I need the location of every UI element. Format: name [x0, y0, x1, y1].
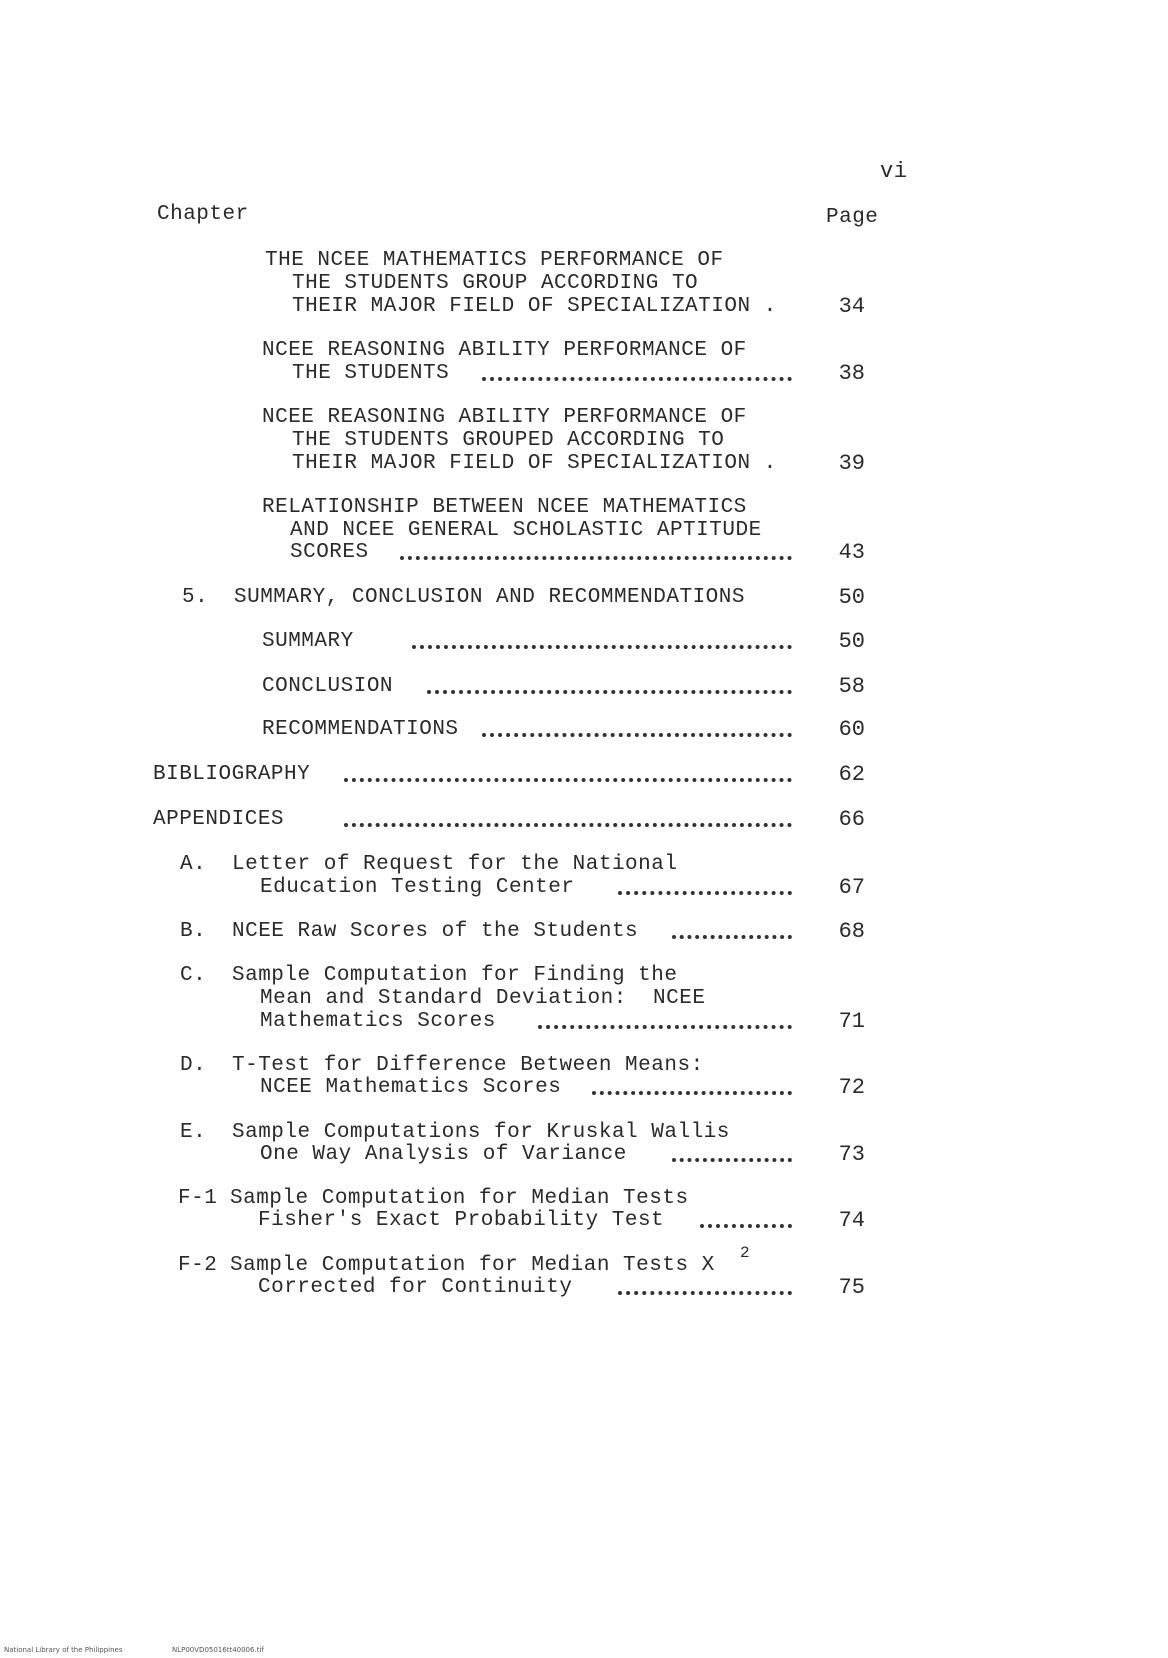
entry-letter: F-1 [178, 1187, 218, 1210]
entry-line: NCEE Raw Scores of the Students [232, 920, 639, 943]
entry-line: Sample Computations for Kruskal Wallis [232, 1121, 730, 1144]
entry-letter: F-2 [178, 1254, 218, 1277]
entry-line: THE STUDENTS GROUP ACCORDING TO [292, 272, 699, 295]
page-number: vi [880, 159, 908, 184]
leader-dots [482, 723, 792, 737]
entry-line: Sample Computation for Median Tests [230, 1187, 689, 1210]
leader-dots [592, 1081, 792, 1095]
entry-page: 58 [838, 674, 865, 699]
entry-line: THEIR MAJOR FIELD OF SPECIALIZATION . [292, 295, 777, 318]
entry-line: BIBLIOGRAPHY [153, 763, 311, 786]
entry-line: T-Test for Difference Between Means: [232, 1054, 704, 1077]
entry-page: 66 [838, 807, 865, 832]
entry-line: NCEE Mathematics Scores [260, 1076, 562, 1099]
entry-page: 50 [838, 585, 865, 610]
entry-line: Corrected for Continuity [258, 1276, 573, 1299]
leader-dots [538, 1015, 792, 1029]
footer-file-id: NLP00VD05016tt40006.tif [172, 1646, 264, 1654]
entry-line: NCEE REASONING ABILITY PERFORMANCE OF [262, 406, 747, 429]
entry-line: AND NCEE GENERAL SCHOLASTIC APTITUDE [290, 519, 762, 542]
entry-line: Sample Computation for Median Tests X [230, 1254, 715, 1277]
entry-page: 67 [838, 875, 865, 900]
entry-page: 34 [838, 294, 865, 319]
entry-line: Education Testing Center [260, 876, 575, 899]
leader-dots [344, 768, 792, 782]
entry-line: RECOMMENDATIONS [262, 718, 459, 741]
entry-line: Sample Computation for Finding the [232, 964, 678, 987]
entry-letter: A. [180, 853, 207, 876]
entry-line: Letter of Request for the National [232, 853, 678, 876]
entry-page: 73 [838, 1142, 865, 1167]
entry-page: 75 [838, 1275, 865, 1300]
page-header: Page [826, 206, 879, 229]
entry-line: THE NCEE MATHEMATICS PERFORMANCE OF [265, 249, 724, 272]
chapter-header: Chapter [157, 203, 249, 226]
entry-line: SUMMARY, CONCLUSION AND RECOMMENDATIONS [234, 586, 745, 609]
leader-dots [672, 925, 792, 939]
leader-dots [618, 1281, 792, 1295]
entry-line: SUMMARY [262, 630, 354, 653]
leader-dots [482, 367, 792, 381]
entry-letter: D. [180, 1054, 207, 1077]
leader-dots [700, 1214, 792, 1228]
entry-page: 74 [838, 1208, 865, 1233]
leader-dots [618, 881, 792, 895]
entry-number: 5. [182, 586, 209, 609]
entry-letter: C. [180, 964, 207, 987]
entry-page: 50 [838, 629, 865, 654]
leader-dots [427, 680, 792, 694]
entry-line: Fisher's Exact Probability Test [258, 1209, 665, 1232]
leader-dots [672, 1148, 792, 1162]
entry-line: One Way Analysis of Variance [260, 1143, 627, 1166]
entry-page: 39 [838, 451, 865, 476]
entry-page: 72 [838, 1075, 865, 1100]
superscript: 2 [740, 1244, 751, 1262]
entry-line: RELATIONSHIP BETWEEN NCEE MATHEMATICS [262, 496, 747, 519]
leader-dots [400, 546, 792, 560]
footer-library: National Library of the Philippines [4, 1646, 123, 1654]
entry-line: THE STUDENTS [292, 362, 450, 385]
entry-page: 43 [838, 540, 865, 565]
entry-letter: B. [180, 920, 207, 943]
entry-page: 68 [838, 919, 865, 944]
entry-page: 71 [838, 1009, 865, 1034]
entry-page: 62 [838, 762, 865, 787]
entry-line: CONCLUSION [262, 675, 394, 698]
entry-line: APPENDICES [153, 808, 285, 831]
entry-line: NCEE REASONING ABILITY PERFORMANCE OF [262, 339, 747, 362]
entry-letter: E. [180, 1121, 207, 1144]
entry-line: THE STUDENTS GROUPED ACCORDING TO [292, 429, 725, 452]
entry-page: 60 [838, 717, 865, 742]
entry-line: THEIR MAJOR FIELD OF SPECIALIZATION . [292, 452, 777, 475]
entry-line: Mean and Standard Deviation: NCEE [260, 987, 706, 1010]
leader-dots [412, 635, 792, 649]
entry-line: SCORES [290, 541, 369, 564]
entry-page: 38 [838, 361, 865, 386]
entry-line: Mathematics Scores [260, 1010, 496, 1033]
leader-dots [344, 813, 792, 827]
